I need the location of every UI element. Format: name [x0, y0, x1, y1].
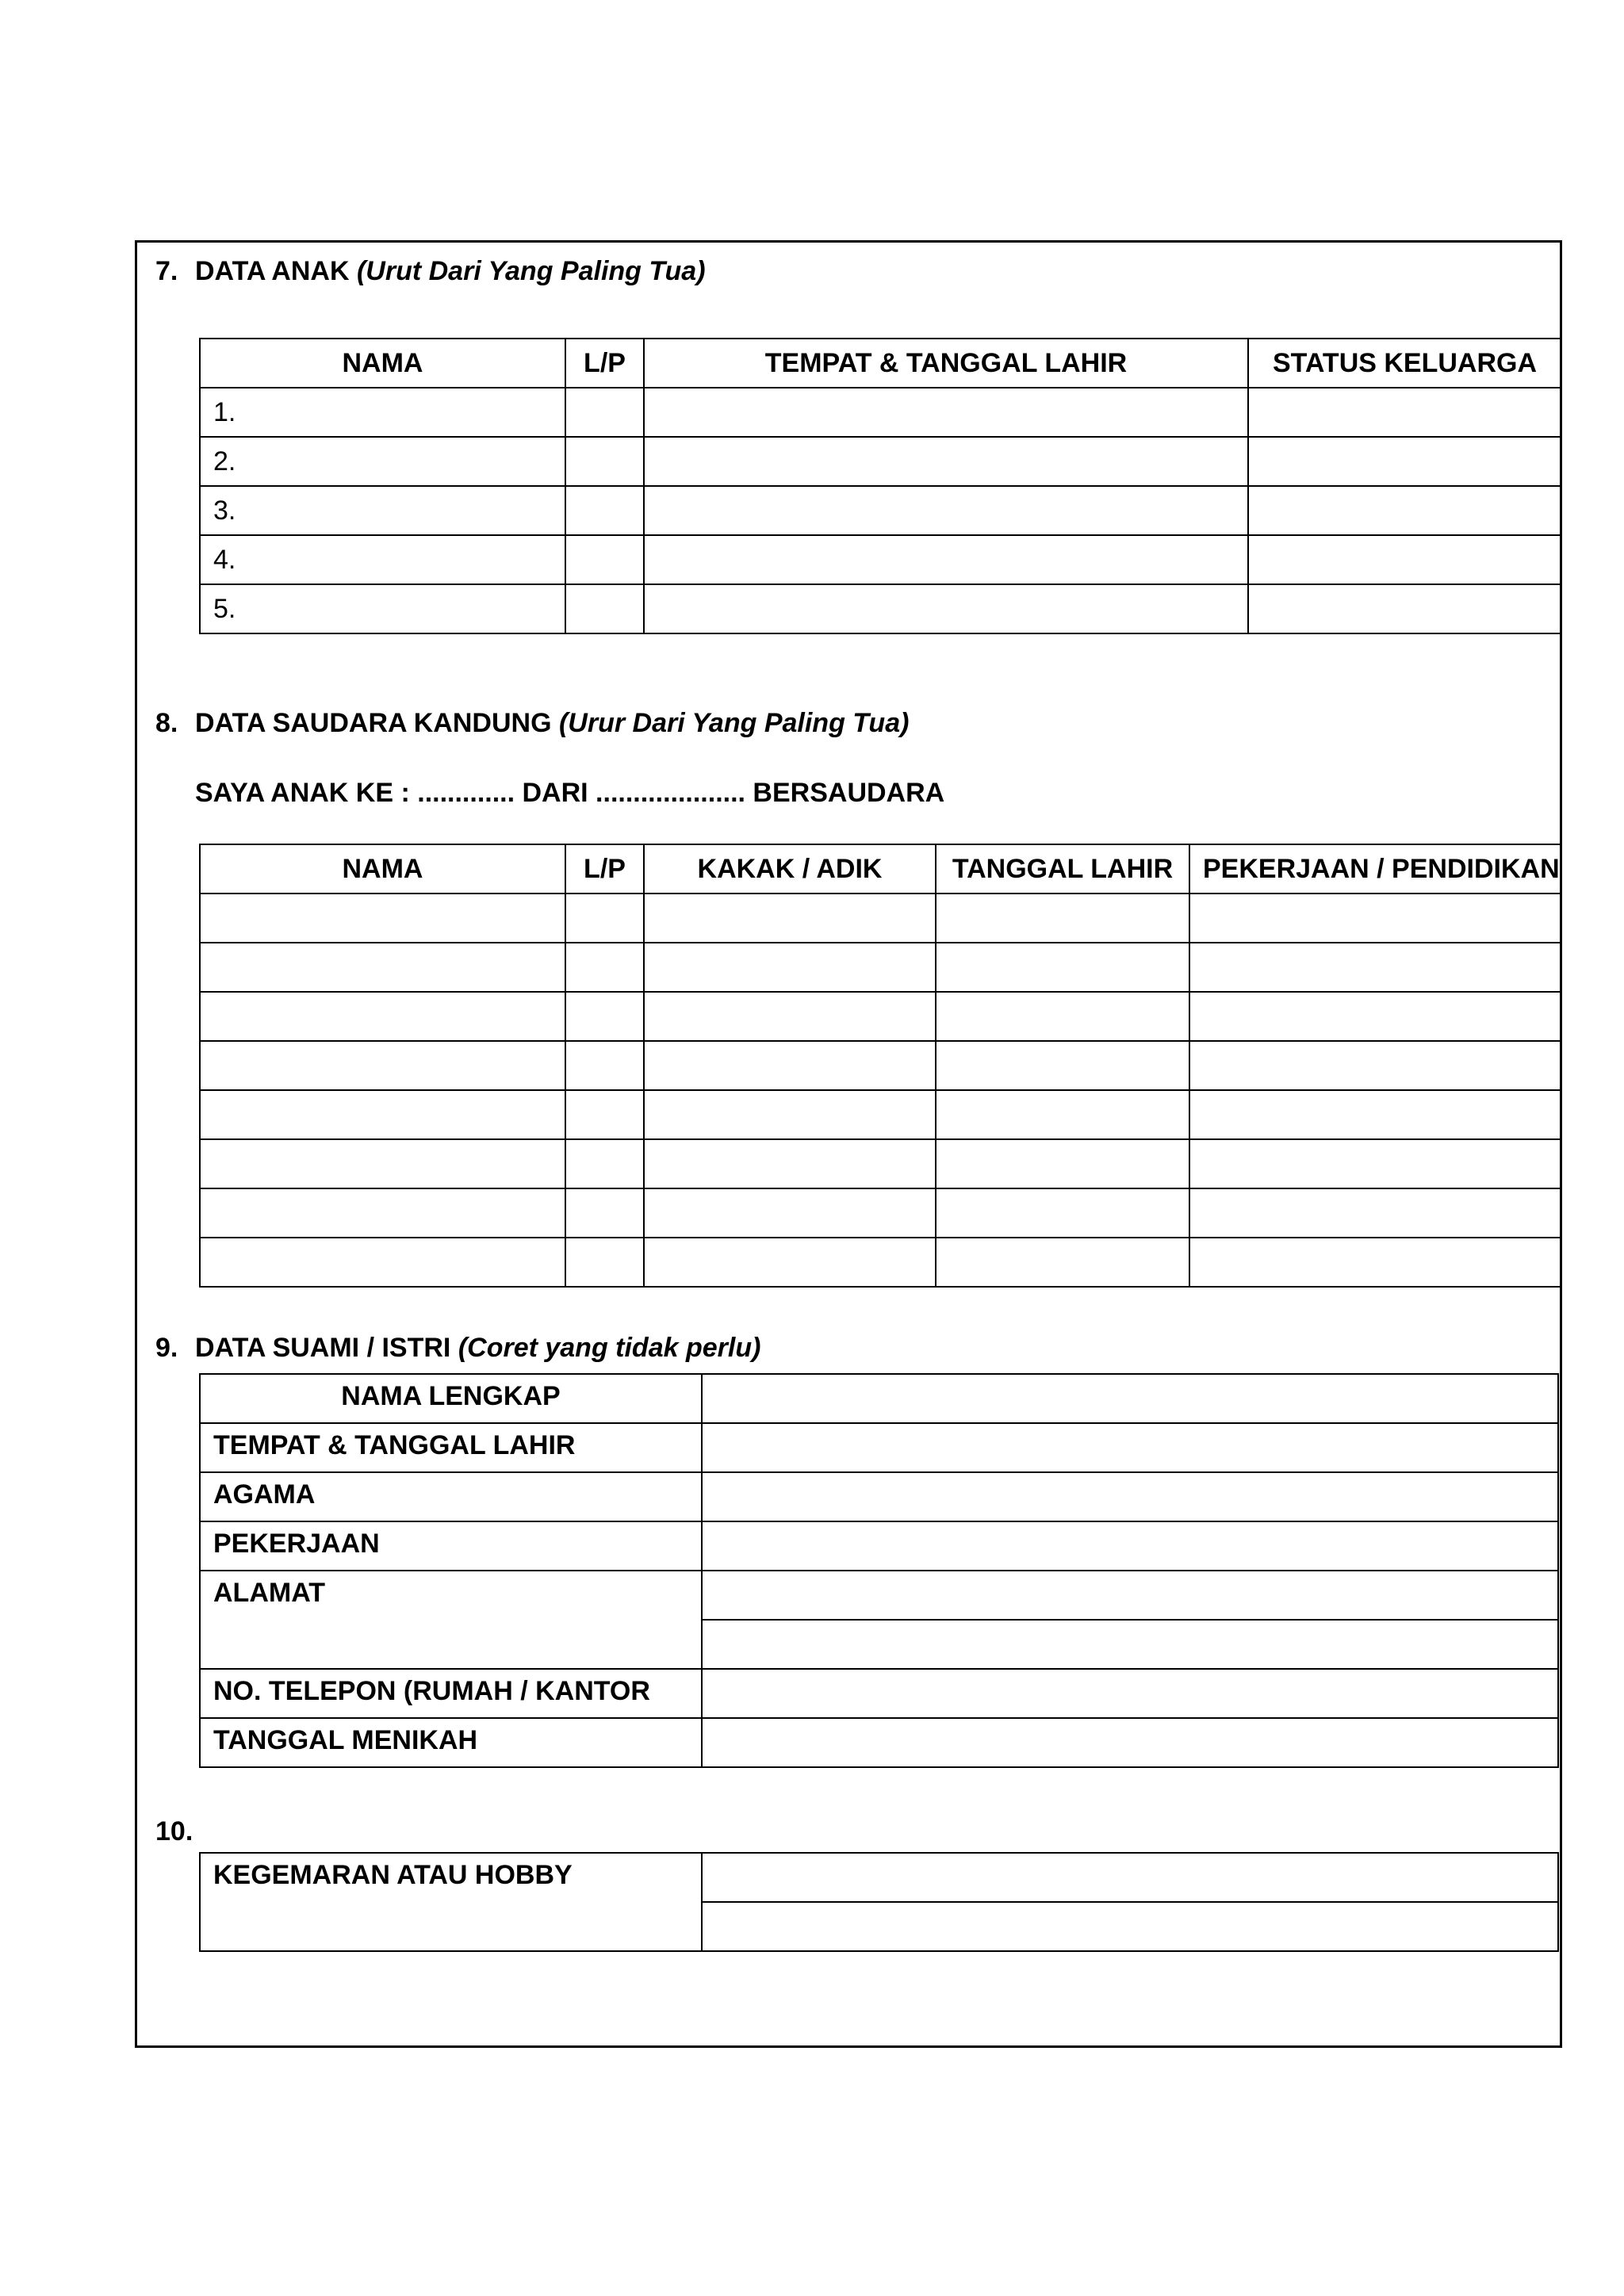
table-row	[200, 1139, 1561, 1188]
row-number[interactable]: 2.	[200, 437, 565, 486]
section-7-number: 7.	[155, 256, 178, 286]
col-lp: L/P	[565, 844, 644, 894]
section-9-note: (Coret yang tidak perlu)	[458, 1333, 761, 1363]
section-7-title: DATA ANAK	[195, 256, 350, 286]
cell[interactable]	[565, 943, 644, 992]
row-number[interactable]: 3.	[200, 486, 565, 535]
cell[interactable]	[200, 1090, 565, 1139]
col-nama: NAMA	[200, 844, 565, 894]
table-row	[200, 1041, 1561, 1090]
cell[interactable]	[200, 943, 565, 992]
cell[interactable]	[200, 1238, 565, 1287]
field-label-telepon: NO. TELEPON (RUMAH / KANTOR	[200, 1669, 702, 1718]
children-table	[199, 338, 1562, 634]
table-row	[200, 1188, 1561, 1238]
table-row	[200, 1853, 1558, 1902]
section-10-heading	[155, 1818, 195, 1845]
cell[interactable]	[1189, 1041, 1561, 1090]
cell[interactable]	[1189, 894, 1561, 943]
status-cell[interactable]	[1248, 388, 1561, 437]
status-cell[interactable]	[1248, 535, 1561, 584]
col-status: STATUS KELUARGA	[1248, 339, 1561, 388]
table-row	[200, 1090, 1561, 1139]
section-7-note: (Urut Dari Yang Paling Tua)	[356, 256, 706, 286]
col-lp: L/P	[565, 339, 644, 388]
agama-input[interactable]	[702, 1472, 1558, 1521]
cell[interactable]	[565, 894, 644, 943]
cell[interactable]	[565, 1188, 644, 1238]
cell[interactable]	[200, 894, 565, 943]
section-9-heading	[155, 1334, 760, 1361]
section-9-title: DATA SUAMI / ISTRI	[195, 1333, 451, 1363]
cell[interactable]	[565, 1139, 644, 1188]
cell[interactable]	[200, 1139, 565, 1188]
cell[interactable]	[644, 1188, 936, 1238]
section-8-heading	[155, 710, 909, 737]
cell[interactable]	[936, 894, 1189, 943]
table-row	[200, 1521, 1558, 1571]
cell[interactable]	[936, 1090, 1189, 1139]
ttl-cell[interactable]	[644, 388, 1248, 437]
field-label-agama: AGAMA	[200, 1472, 702, 1521]
section-8-note: (Urur Dari Yang Paling Tua)	[558, 708, 910, 738]
cell[interactable]	[644, 1090, 936, 1139]
section-8-number: 8.	[155, 708, 178, 738]
table-header-row	[200, 844, 1561, 894]
section-8-title: DATA SAUDARA KANDUNG	[195, 708, 552, 738]
cell[interactable]	[936, 1139, 1189, 1188]
cell[interactable]	[936, 992, 1189, 1041]
table-row	[200, 894, 1561, 943]
lp-cell[interactable]	[565, 584, 644, 633]
spouse-table	[199, 1373, 1559, 1768]
cell[interactable]	[644, 1139, 936, 1188]
telepon-input[interactable]	[702, 1669, 1558, 1718]
section-10-number: 10.	[155, 1816, 193, 1846]
table-row	[200, 1718, 1558, 1767]
field-label-alamat: ALAMAT	[200, 1571, 702, 1669]
cell[interactable]	[200, 1041, 565, 1090]
table-row	[200, 1374, 1558, 1423]
cell[interactable]	[200, 992, 565, 1041]
lp-cell[interactable]	[565, 437, 644, 486]
table-row	[200, 388, 1561, 437]
hobby-table	[199, 1852, 1559, 1952]
section-7-heading	[155, 258, 706, 285]
status-cell[interactable]	[1248, 584, 1561, 633]
col-kakak-adik: KAKAK / ADIK	[644, 844, 936, 894]
table-header-row	[200, 339, 1561, 388]
ttl-cell[interactable]	[644, 437, 1248, 486]
cell[interactable]	[644, 1238, 936, 1287]
cell[interactable]	[644, 943, 936, 992]
field-label-nama: NAMA LENGKAP	[200, 1374, 702, 1423]
nama-input[interactable]	[702, 1374, 1558, 1423]
cell[interactable]	[1189, 1139, 1561, 1188]
table-row	[200, 1472, 1558, 1521]
cell[interactable]	[565, 1238, 644, 1287]
ttl-cell[interactable]	[644, 535, 1248, 584]
hobby-input-2[interactable]	[702, 1902, 1558, 1951]
siblings-table	[199, 844, 1562, 1288]
cell[interactable]	[936, 1041, 1189, 1090]
cell[interactable]	[936, 943, 1189, 992]
table-row	[200, 1423, 1558, 1472]
ttl-input[interactable]	[702, 1423, 1558, 1472]
cell[interactable]	[565, 1041, 644, 1090]
field-label-hobby: KEGEMARAN ATAU HOBBY	[200, 1853, 702, 1951]
table-row	[200, 992, 1561, 1041]
col-tanggal-lahir: TANGGAL LAHIR	[936, 844, 1189, 894]
field-label-menikah: TANGGAL MENIKAH	[200, 1718, 702, 1767]
row-number[interactable]: 4.	[200, 535, 565, 584]
table-row	[200, 1238, 1561, 1287]
alamat-input-1[interactable]	[702, 1571, 1558, 1620]
menikah-input[interactable]	[702, 1718, 1558, 1767]
field-label-ttl: TEMPAT & TANGGAL LAHIR	[200, 1423, 702, 1472]
cell[interactable]	[1189, 992, 1561, 1041]
row-number[interactable]: 1.	[200, 388, 565, 437]
sibling-order-line: SAYA ANAK KE : ............. DARI .................... BERSAUDARA	[195, 778, 945, 808]
cell[interactable]	[936, 1238, 1189, 1287]
hobby-input-1[interactable]	[702, 1853, 1558, 1902]
cell[interactable]	[644, 1041, 936, 1090]
lp-cell[interactable]	[565, 388, 644, 437]
status-cell[interactable]	[1248, 486, 1561, 535]
table-row	[200, 1571, 1558, 1620]
section-9-number: 9.	[155, 1333, 178, 1363]
table-row	[200, 584, 1561, 633]
row-number[interactable]: 5.	[200, 584, 565, 633]
cell[interactable]	[644, 992, 936, 1041]
cell[interactable]	[200, 1188, 565, 1238]
cell[interactable]	[1189, 943, 1561, 992]
lp-cell[interactable]	[565, 486, 644, 535]
status-cell[interactable]	[1248, 437, 1561, 486]
table-row	[200, 535, 1561, 584]
table-row	[200, 943, 1561, 992]
cell[interactable]	[565, 992, 644, 1041]
alamat-input-2[interactable]	[702, 1620, 1558, 1669]
cell[interactable]	[1189, 1188, 1561, 1238]
field-label-pekerjaan: PEKERJAAN	[200, 1521, 702, 1571]
ttl-cell[interactable]	[644, 584, 1248, 633]
lp-cell[interactable]	[565, 535, 644, 584]
col-nama: NAMA	[200, 339, 565, 388]
cell[interactable]	[644, 894, 936, 943]
table-row	[200, 486, 1561, 535]
ttl-cell[interactable]	[644, 486, 1248, 535]
col-pekerjaan: PEKERJAAN / PENDIDIKAN	[1189, 844, 1561, 894]
table-row	[200, 437, 1561, 486]
table-row	[200, 1669, 1558, 1718]
pekerjaan-input[interactable]	[702, 1521, 1558, 1571]
col-ttl: TEMPAT & TANGGAL LAHIR	[644, 339, 1248, 388]
cell[interactable]	[1189, 1090, 1561, 1139]
cell[interactable]	[1189, 1238, 1561, 1287]
cell[interactable]	[936, 1188, 1189, 1238]
cell[interactable]	[565, 1090, 644, 1139]
